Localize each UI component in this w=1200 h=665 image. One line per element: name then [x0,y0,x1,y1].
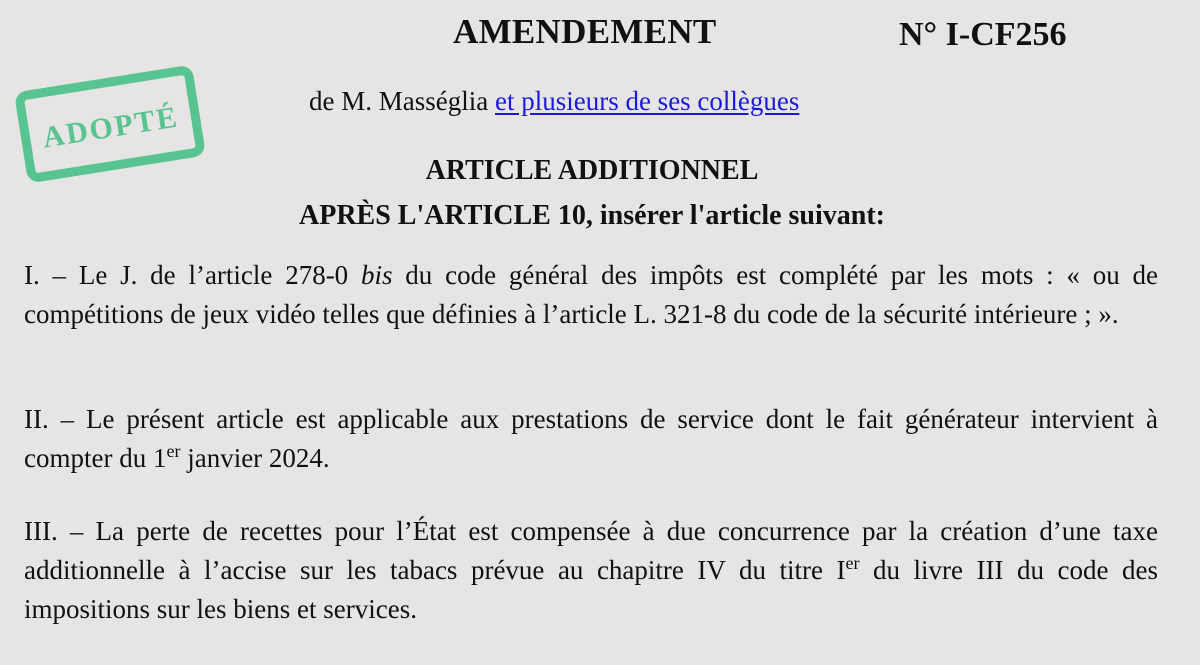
article-subheading: APRÈS L'ARTICLE 10, insérer l'article suivant: [299,200,885,231]
paragraph-1-italic: bis [360,260,393,290]
paragraph-3-text-a: III. – La perte de recettes pour l’État est compensée à due concurrence par la création d’une taxe additionnelle à l’accise sur les tabacs prévue au chapitre IV du titre I [24,516,1158,585]
stamp-label: ADOPTÉ [40,100,181,155]
article-heading: ARTICLE ADDITIONNEL [425,155,759,186]
paragraph-2-text-a: II. – Le présent article est applicable aux prestations de service dont le fait générateur intervient à compter du 1 [24,404,1158,473]
paragraph-2-text-b: janvier 2024. [180,443,330,473]
paragraph-1-text-a: I. – Le J. de l’article 278-0 [24,260,361,290]
amendment-number: N° I-CF256 [899,16,1067,53]
paragraph-2-superscript: er [166,441,181,461]
paragraph-1-text-c: du code général des impôts est complété par les mots : « ou de compétitions de jeux vidéo telles que définies à l’article L. 321-8 du code de la sécurité intérieure ; ». [24,260,1159,329]
paragraph-2 [24,400,1158,478]
paragraph-1 [24,256,1158,334]
author-line [309,86,799,117]
document-title: AMENDEMENT [453,12,717,51]
paragraph-3-text-b: du livre III du code des impositions sur les biens et services. [24,555,1158,624]
author-name: de M. Masséglia [309,86,489,116]
colleagues-link[interactable]: et plusieurs de ses collègues [494,86,800,116]
paragraph-3 [24,512,1158,629]
paragraph-3-superscript: er [845,553,860,573]
